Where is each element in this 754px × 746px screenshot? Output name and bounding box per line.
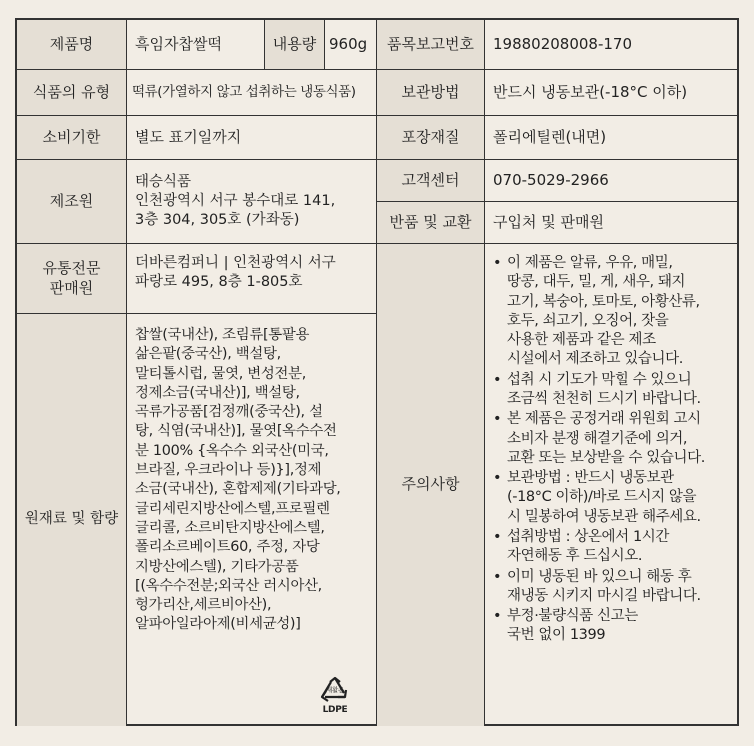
product-name-label: 제품명 bbox=[17, 20, 127, 70]
caution-item bbox=[491, 371, 705, 410]
cautions-list bbox=[491, 254, 705, 647]
food-type-value: 떡류(가열하지 않고 섭취하는 냉동식품) bbox=[127, 70, 377, 116]
caution-line: • 섭취방법 : 상온에서 1시간 bbox=[507, 528, 670, 545]
product-name-value: 흑임자찹쌀떡 bbox=[127, 20, 265, 70]
distributor-value bbox=[127, 244, 377, 314]
caution-line: 국번 없이 1399 bbox=[507, 627, 606, 644]
caution-item bbox=[491, 410, 705, 468]
ingredients-line: 정제소금(국내산)], 백설탕, bbox=[135, 384, 300, 401]
caution-line: 시 밀봉하여 냉동보관 해주세요. bbox=[507, 508, 701, 525]
caution-line: 사용한 제품과 같은 제조 bbox=[507, 332, 656, 349]
packaging-label: 포장재질 bbox=[377, 116, 485, 160]
manufacturer-label: 제조원 bbox=[17, 160, 127, 244]
expiry-label: 소비기한 bbox=[17, 116, 127, 160]
ingredients-line: [(옥수수전분;외국산 러시아산, bbox=[135, 577, 322, 594]
report-no-value: 19880208008-170 bbox=[485, 20, 739, 70]
caution-line: 재냉동 시키지 마시길 바랍니다. bbox=[507, 587, 701, 604]
distributor-label bbox=[17, 244, 127, 314]
caution-line: 시설에서 제조하고 있습니다. bbox=[507, 351, 683, 368]
recycle-icon bbox=[318, 676, 352, 706]
customer-center-value: 070-5029-2966 bbox=[485, 160, 739, 202]
cautions-label: 주의사항 bbox=[377, 244, 485, 726]
caution-line: (-18°C 이하)/바로 드시지 않을 bbox=[507, 489, 697, 506]
net-weight-value: 960g bbox=[325, 20, 377, 70]
ingredients-line: 폴리소르베이트60, 주정, 자당 bbox=[135, 539, 320, 556]
cautions-value bbox=[485, 244, 739, 726]
caution-line: • 이미 냉동된 바 있으니 해동 후 bbox=[507, 568, 692, 585]
expiry-value: 별도 표기일까지 bbox=[127, 116, 377, 160]
customer-center-label: 고객센터 bbox=[377, 160, 485, 202]
ingredients-line: 지방산에스텔), 기타가공품 bbox=[135, 558, 299, 575]
ingredients-value bbox=[127, 314, 377, 726]
ingredients-line: 헝가리산,세르비아산), bbox=[135, 597, 272, 614]
caution-line: 교환 또는 보상받을 수 있습니다. bbox=[507, 449, 705, 466]
ingredients-line: 글리세린지방산에스텔,프로필렌 bbox=[135, 500, 330, 517]
caution-line: • 본 제품은 공정거래 위원회 고시 bbox=[507, 411, 701, 428]
manufacturer-address-2: 3층 304, 305호 (가좌동) bbox=[135, 212, 300, 229]
storage-value: 반드시 냉동보관(-18°C 이하) bbox=[485, 70, 739, 116]
ingredients-line: 글리콜, 소르비탄지방산에스텔, bbox=[135, 519, 325, 536]
storage-label: 보관방법 bbox=[377, 70, 485, 116]
ingredients-line: 분 100% {옥수수 외국산(미국, bbox=[135, 442, 329, 459]
recycle-mark bbox=[316, 676, 354, 716]
caution-line: 땅콩, 대두, 밀, 게, 새우, 돼지 bbox=[507, 274, 686, 291]
recycle-top-text: 재활용 bbox=[326, 686, 344, 694]
ingredients-label: 원재료 및 함량 bbox=[17, 314, 127, 726]
return-value: 구입처 및 판매원 bbox=[485, 202, 739, 244]
ingredients-line: 말티톨시럽, 물엿, 변성전분, bbox=[135, 365, 306, 382]
return-label: 반품 및 교환 bbox=[377, 202, 485, 244]
manufacturer-name: 태승식품 bbox=[135, 173, 192, 190]
ingredients-line: 알파아일라아제(비세균성)] bbox=[135, 616, 301, 633]
report-no-label: 품목보고번호 bbox=[377, 20, 485, 70]
manufacturer-value bbox=[127, 160, 377, 244]
caution-line: • 섭취 시 기도가 막힐 수 있으니 bbox=[507, 371, 692, 388]
caution-line: • 부정·불량식품 신고는 bbox=[507, 608, 638, 625]
net-weight-label: 내용량 bbox=[265, 20, 325, 70]
caution-line: 조금씩 천천히 드시기 바랍니다. bbox=[507, 390, 701, 407]
ingredients-line: 삶은팥(중국산), 백설탕, bbox=[135, 346, 281, 363]
caution-item bbox=[491, 469, 705, 527]
ingredients-line: 찹쌀(국내산), 조림류[통팥용 bbox=[135, 327, 310, 343]
caution-line: 자연해동 후 드십시오. bbox=[507, 548, 643, 565]
recycle-code: LDPE bbox=[322, 705, 348, 715]
caution-line: 호두, 쇠고기, 오징어, 잣을 bbox=[507, 312, 669, 329]
caution-item bbox=[491, 607, 705, 646]
ingredients-line: 브라질, 우크라이나 등)}],정제 bbox=[135, 462, 322, 479]
ingredients-line: 탕, 식염(국내산)], 물엿[옥수수전 bbox=[135, 423, 337, 440]
caution-item bbox=[491, 568, 705, 607]
food-label-table bbox=[15, 18, 739, 726]
distributor-line-2: 파랑로 495, 8층 1-805호 bbox=[135, 274, 303, 291]
distributor-line-1: 더바른컴퍼니 | 인천광역시 서구 bbox=[135, 255, 336, 271]
manufacturer-address-1: 인천광역시 서구 봉수대로 141, bbox=[135, 192, 336, 209]
ingredients-line: 소금(국내산), 혼합제제(기타과당, bbox=[135, 481, 341, 498]
caution-item bbox=[491, 254, 705, 370]
caution-item bbox=[491, 528, 705, 567]
ingredients-line: 곡류가공품[검정깨(중국산), 설 bbox=[135, 404, 323, 421]
distributor-label-line-2: 판매원 bbox=[49, 278, 94, 297]
caution-line: 소비자 분쟁 해결기준에 의거, bbox=[507, 430, 688, 447]
caution-line: 고기, 복숭아, 토마토, 아황산류, bbox=[507, 293, 700, 310]
distributor-label-line-1: 유통전문 bbox=[42, 258, 101, 277]
food-type-label: 식품의 유형 bbox=[17, 70, 127, 116]
caution-line: • 보관방법 : 반드시 냉동보관 bbox=[507, 470, 674, 487]
caution-line: • 이 제품은 알류, 우유, 매밀, bbox=[507, 255, 673, 271]
packaging-value: 폴리에틸렌(내면) bbox=[485, 116, 739, 160]
